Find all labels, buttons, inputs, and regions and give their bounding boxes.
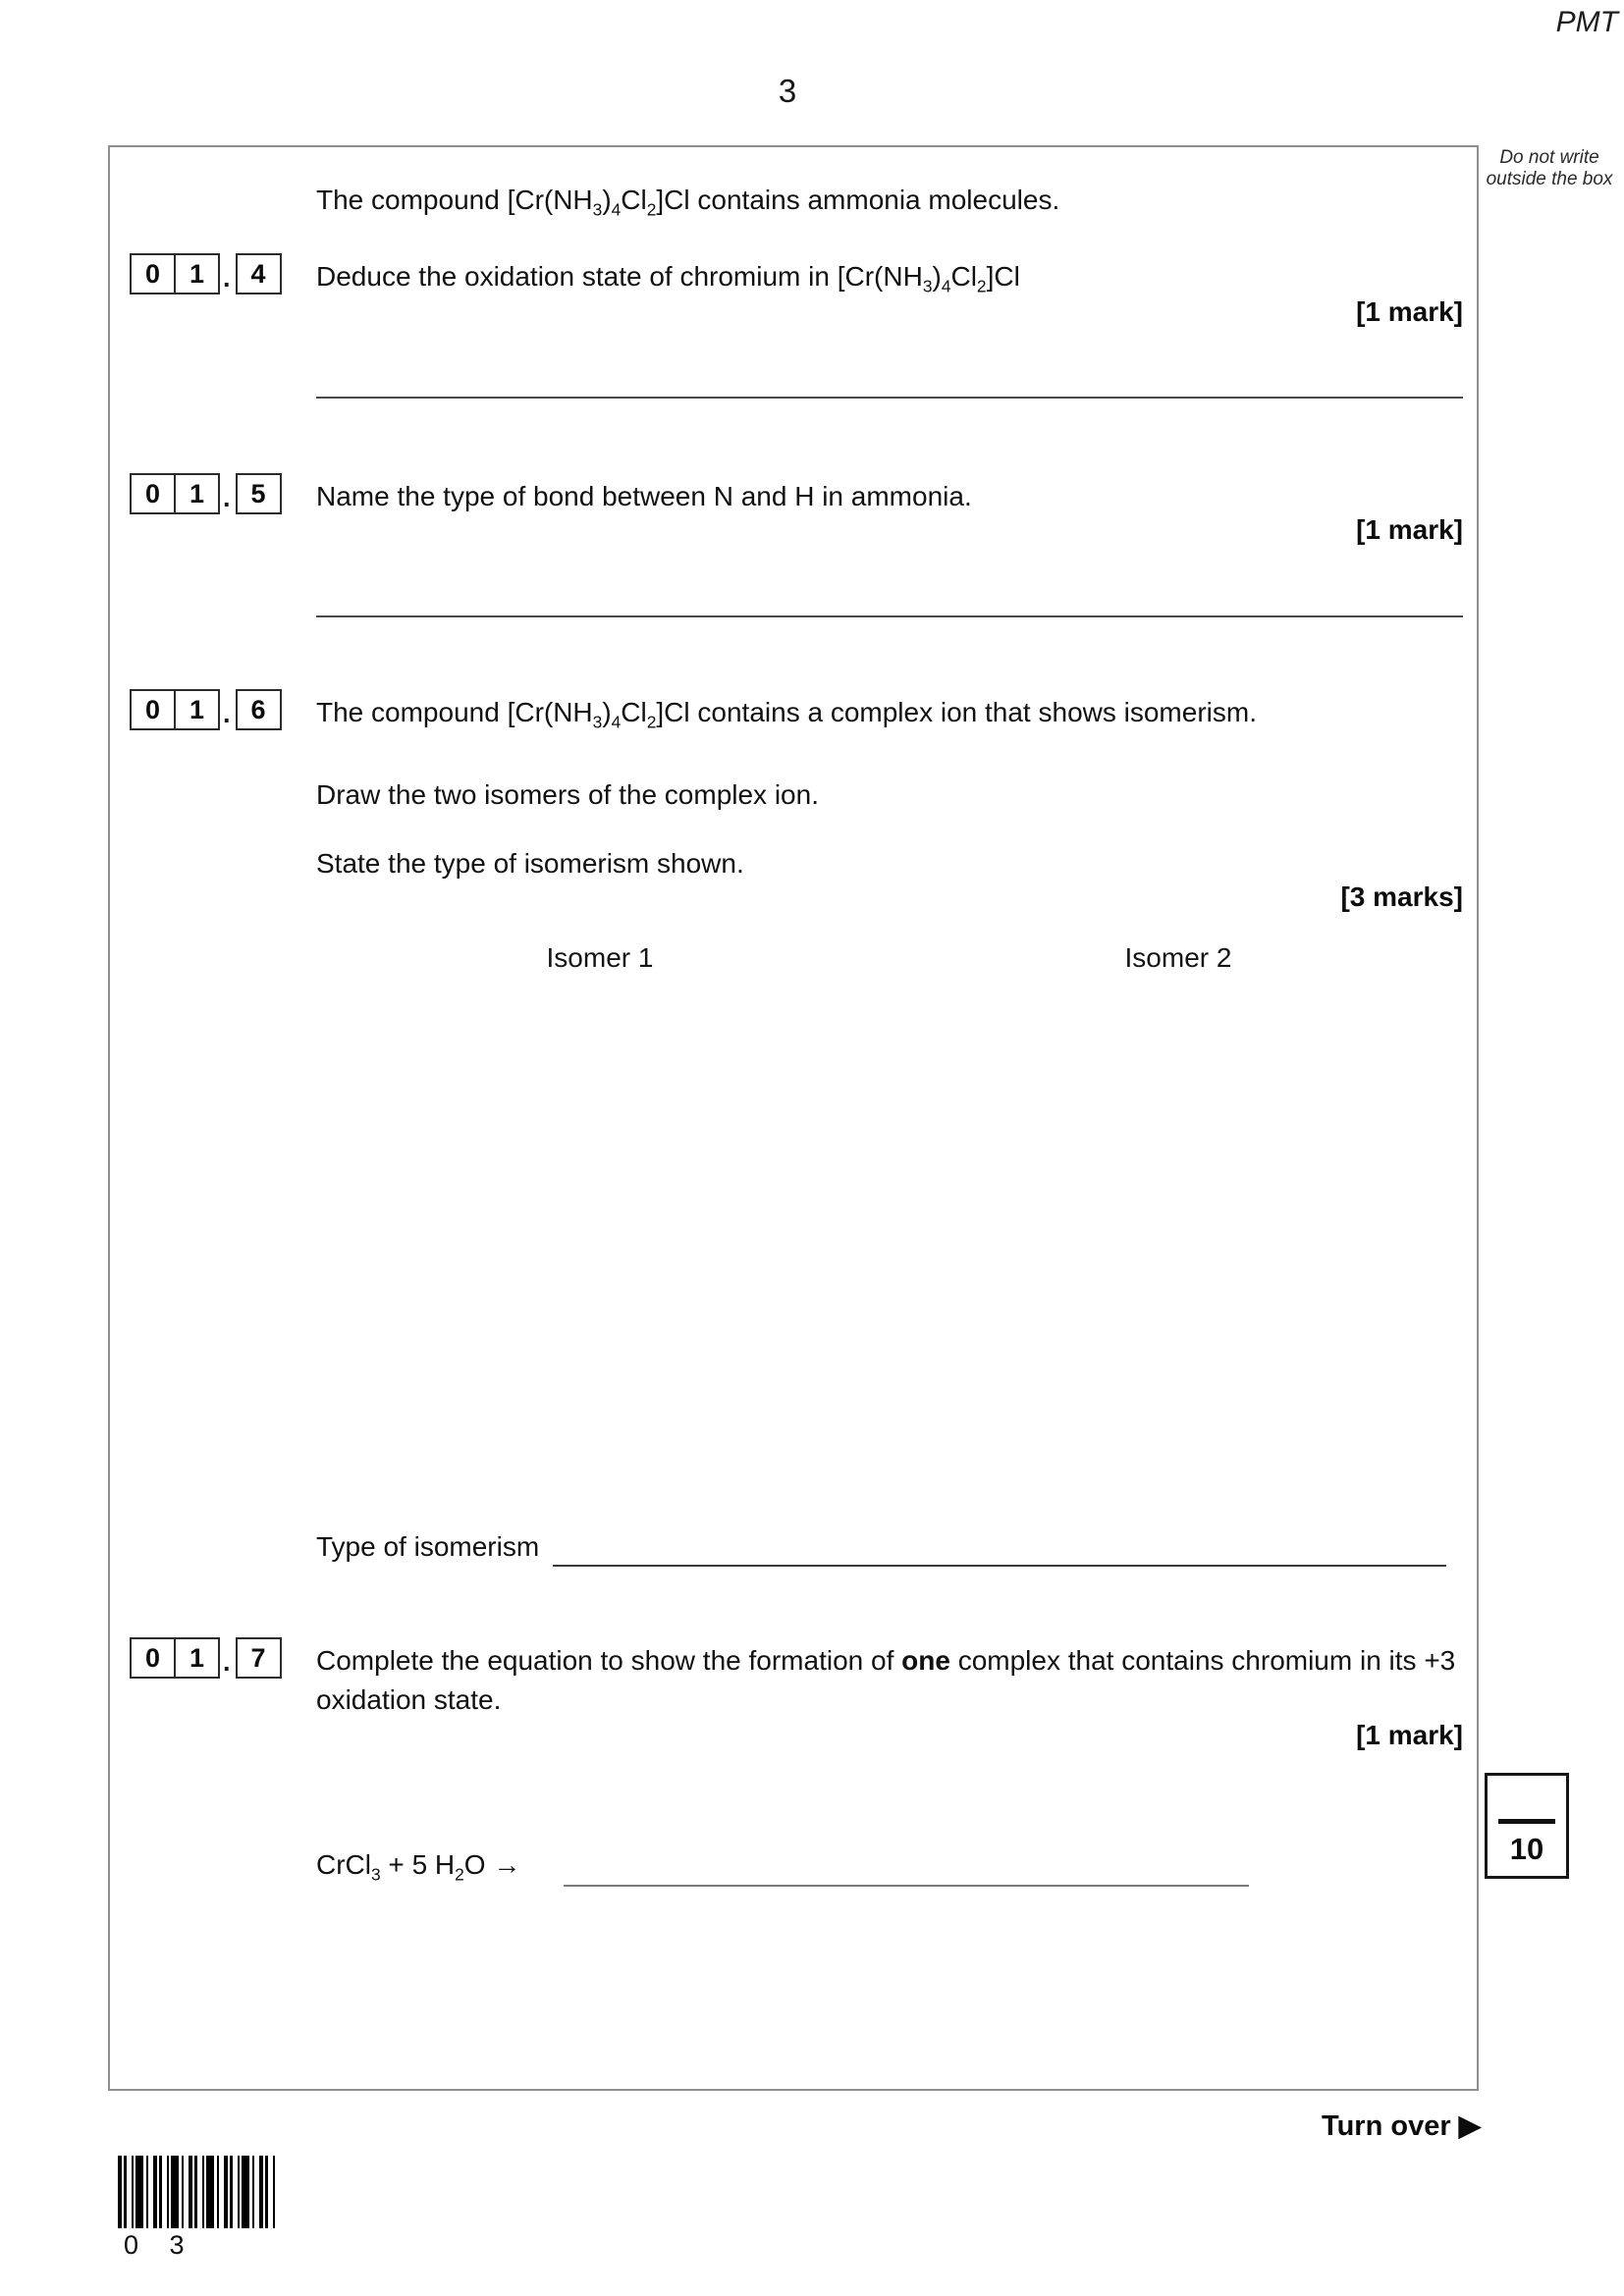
question-digit: 0 <box>132 691 174 728</box>
question-01-5-text: Name the type of bond between N and H in ammonia. <box>316 481 972 511</box>
question-number-separator: . <box>223 483 231 512</box>
question-digit: 0 <box>132 475 174 512</box>
question-01-7-text: Complete the equation to show the formation of one complex that contains chromium in its +3 oxidation state. <box>316 1645 1456 1715</box>
question-number-separator: . <box>223 263 231 293</box>
question-number-01-5 <box>130 473 282 514</box>
page-number: 3 <box>778 73 797 109</box>
question-number-pair-box <box>130 473 220 514</box>
question-digit: 4 <box>236 253 282 294</box>
equation-text: CrCl$_3$ + 5 $H_2O$ → <box>316 1848 521 1885</box>
type-of-isomerism-label: Type of isomerism <box>316 1531 540 1563</box>
turn-over-label <box>1322 2109 1481 2143</box>
equation-answer-line <box>564 1849 1249 1887</box>
question-01-4-marks: [1 mark] <box>1356 296 1463 327</box>
question-01-4-answer-line <box>316 397 1463 399</box>
isomer1-label: Isomer 1 <box>546 942 654 973</box>
question-number-separator: . <box>223 699 231 728</box>
total-marks-box <box>1485 1773 1569 1879</box>
margin-note: Do not write outside the box <box>1486 147 1613 190</box>
question-digit: 1 <box>174 1639 218 1677</box>
question-number-01-4 <box>130 253 282 294</box>
question-01-5-answer-line <box>316 615 1463 617</box>
turn-over-text: Turn over <box>1322 2110 1451 2142</box>
question-number-01-7 <box>130 1637 282 1679</box>
question-01-5-marks: [1 mark] <box>1356 514 1463 545</box>
equation-row <box>316 1848 1249 1887</box>
question-number-separator: . <box>223 1647 231 1677</box>
question-digit: 1 <box>174 475 218 512</box>
intro-text: The compound $[Cr(NH_3)_4Cl_2]Cl$ contains ammonia molecules. <box>316 185 1060 220</box>
pmt-watermark: PMT <box>1555 6 1618 38</box>
type-of-isomerism-answer-line <box>553 1529 1446 1567</box>
score-line <box>1498 1819 1555 1824</box>
isomer2-label: Isomer 2 <box>1124 942 1232 973</box>
type-of-isomerism-row <box>316 1531 1446 1567</box>
barcode-digits: 0 3 <box>124 2230 196 2260</box>
barcode <box>118 2156 275 2228</box>
question-digit: 6 <box>236 689 282 730</box>
question-01-6-marks: [3 marks] <box>1340 881 1463 912</box>
turn-over-arrow-icon: ▶ <box>1458 2110 1481 2142</box>
question-digit: 0 <box>132 255 174 293</box>
question-number-01-6 <box>130 689 282 730</box>
question-01-6-line3: State the type of isomerism shown. <box>316 848 744 879</box>
question-number-pair-box <box>130 689 220 730</box>
question-number-pair-box <box>130 253 220 294</box>
question-number-pair-box <box>130 1637 220 1679</box>
question-01-7-marks: [1 mark] <box>1356 1720 1463 1750</box>
question-01-6-line2: Draw the two isomers of the complex ion. <box>316 779 819 810</box>
question-digit: 1 <box>174 255 218 293</box>
question-digit: 0 <box>132 1639 174 1677</box>
total-marks-value: 10 <box>1509 1832 1544 1866</box>
question-digit: 5 <box>236 473 282 514</box>
question-digit: 1 <box>174 691 218 728</box>
isomer-drawing-area <box>316 982 1463 1512</box>
question-01-6-line1: The compound $[Cr(NH_3)_4Cl_2]Cl$ contains a complex ion that shows isomerism. <box>316 697 1257 732</box>
question-01-4-text: Deduce the oxidation state of chromium in $[Cr(NH_3)_4Cl_2]Cl$ <box>316 261 1020 296</box>
question-digit: 7 <box>236 1637 282 1679</box>
